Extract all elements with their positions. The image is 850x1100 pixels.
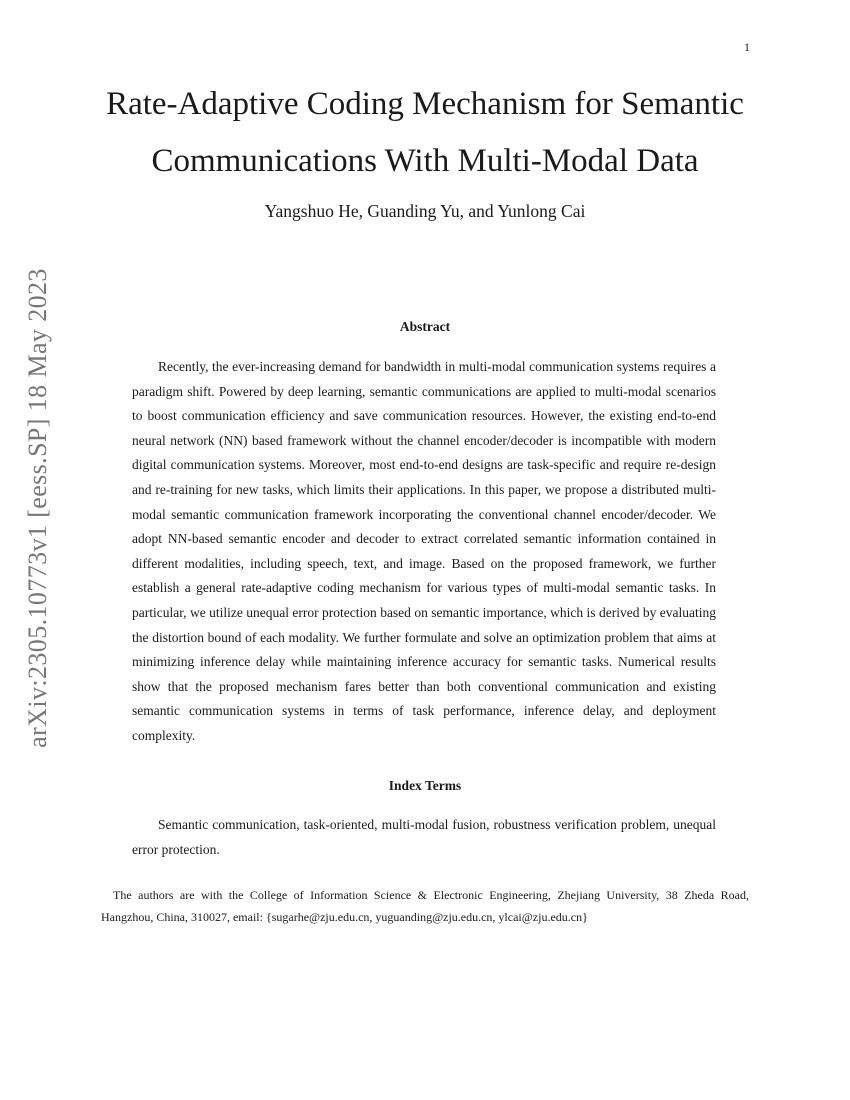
page-number: 1 [744,40,750,54]
paper-title: Rate-Adaptive Coding Mechanism for Semantic Communications With Multi-Modal Data [106,86,744,179]
author-affiliation-footnote: The authors are with the College of Information Science & Electronic Engineering, Zhejiang University, 38 Zheda Road, Hangzhou, China, 310027, email: {sugarhe@zju.edu.cn, yuguanding@zju.edu.cn, ylcai@zju.edu.cn} [101,888,749,924]
author-list: Yangshuo He, Guanding Yu, and Yunlong Cai [264,201,586,221]
abstract-heading: Abstract [399,319,451,334]
index-terms-heading: Index Terms [388,778,462,793]
abstract-text: Recently, the ever-increasing demand for bandwidth in multi-modal communication systems requires a paradigm shift. Powered by deep learning, semantic communications are applied to multi-modal scenarios to boost communication efficiency and save communication resources. However, the existing end-to-end neural network (NN) based framework without the channel encoder/decoder is incompatible with modern digital communication systems. Moreover, most end-to-end designs are task-specific and require re-design and re-training for new tasks, which limits their applications. In this paper, we propose a distributed multi-modal semantic communication framework incorporating the conventional channel encoder/decoder. We adopt NN-based semantic encoder and decoder to extract correlated semantic information contained in different modalities, including speech, text, and image. Based on the proposed framework, we further establish a general rate-adaptive coding mechanism for various types of multi-modal semantic tasks. In particular, we utilize unequal error protection based on semantic importance, which is derived by evaluating the distortion bound of each modality. We further formulate and solve an optimization problem that aims at minimizing inference delay while maintaining inference accuracy for semantic tasks. Numerical results show that the proposed mechanism fares better than both conventional communication and existing semantic communication systems in terms of task performance, inference delay, and deployment complexity. [132,359,716,743]
arxiv-identifier-text: arXiv:2305.10773v1 [eess.SP] 18 May 2023 [23,268,52,748]
index-terms-text: Semantic communication, task-oriented, multi-modal fusion, robustness verification problem, unequal error protection. [132,817,716,857]
